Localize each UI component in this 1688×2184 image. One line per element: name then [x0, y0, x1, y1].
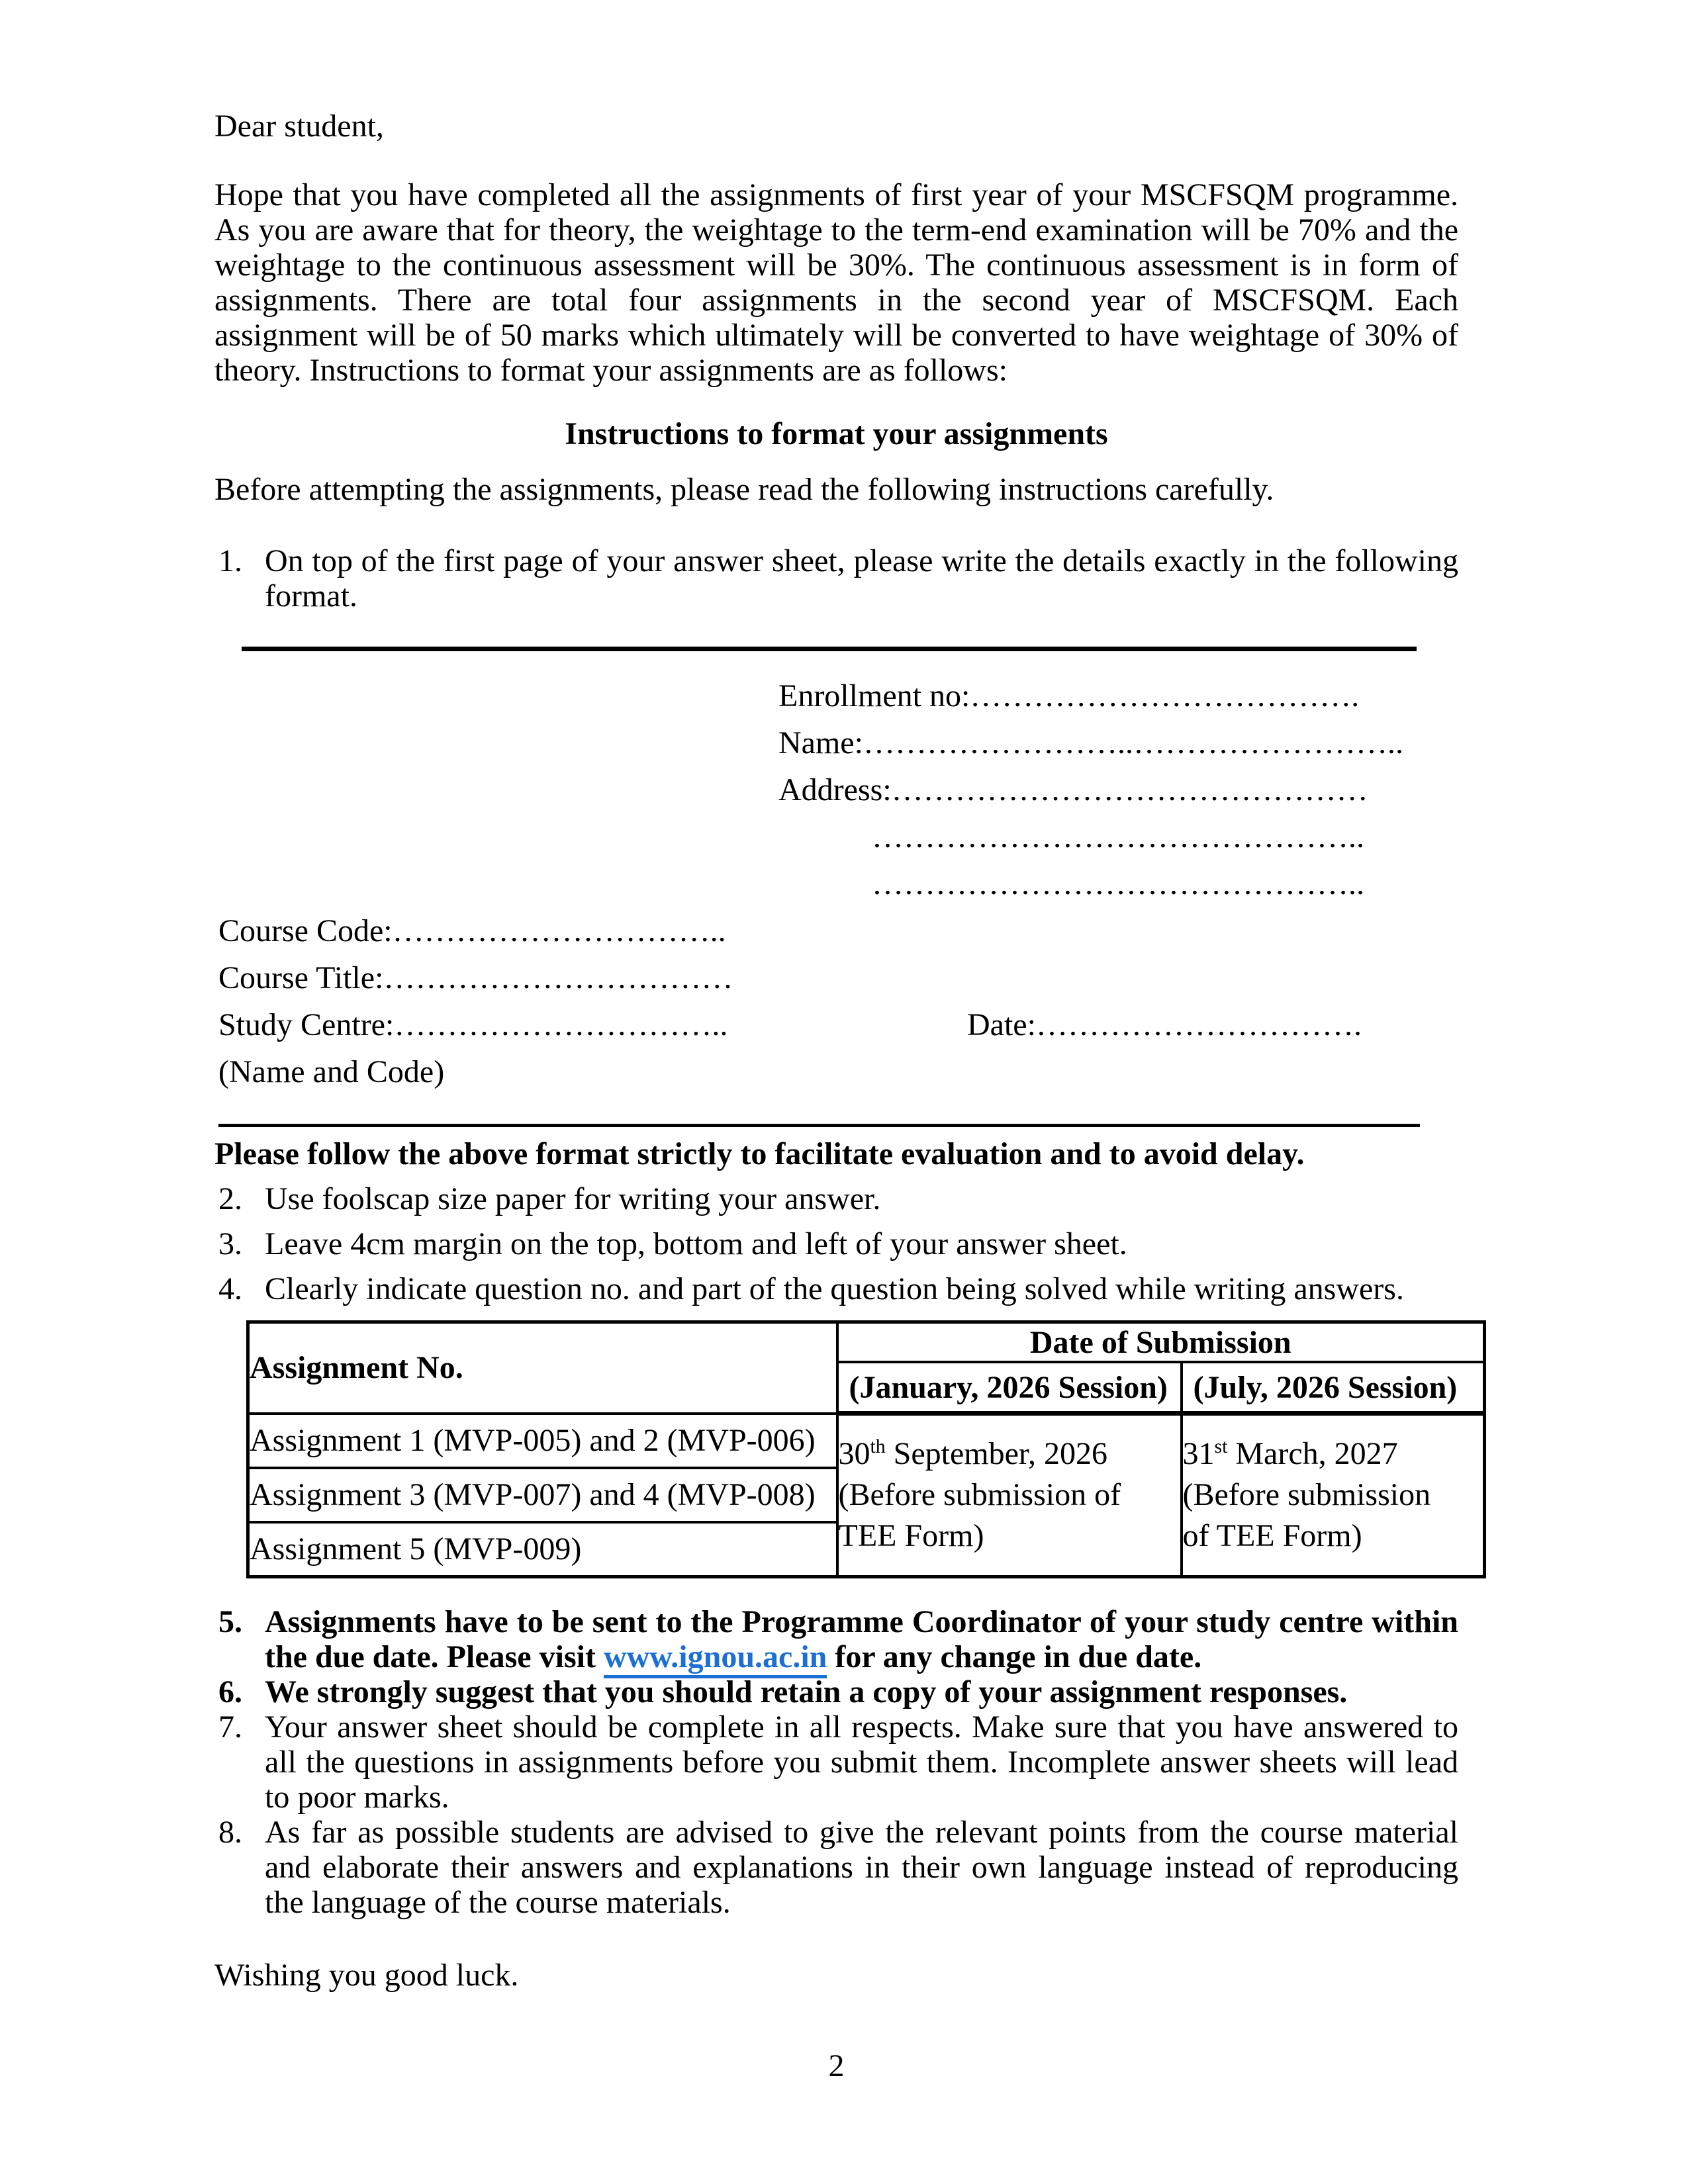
list-number-6: 6. — [218, 1674, 242, 1709]
address-line-2: ……………………………………….. — [872, 819, 1364, 854]
list-item-8 — [214, 1815, 1458, 1920]
january-due-note-1: (Before submission of — [838, 1477, 1121, 1513]
page-number: 2 — [828, 2048, 845, 2083]
study-centre-label: Study Centre:………………………….. — [218, 1007, 728, 1042]
list-item-3-text: Leave 4cm margin on the top, bottom and left of your answer sheet. — [265, 1226, 1127, 1261]
enrollment-line: Enrollment no:………………………………. — [778, 678, 1360, 713]
table-header-january-session: (January, 2026 Session) — [837, 1362, 1182, 1414]
list-number-2: 2. — [218, 1181, 242, 1216]
list-item-8-text: As far as possible students are advised to give the relevant points from the course material and elaborate their answers and explanations in their own language instead of reproducing the language of the course materials. — [265, 1814, 1458, 1920]
list-item-6-text: We strongly suggest that you should retain a copy of your assignment responses. — [265, 1674, 1348, 1709]
list-item-4-text: Clearly indicate question no. and part of the question being solved while writing answers. — [265, 1271, 1404, 1306]
study-centre-line — [218, 1001, 1458, 1048]
table-row — [248, 1414, 1485, 1468]
table-header-date-of-submission: Date of Submission — [837, 1322, 1485, 1363]
assignment-row-3: Assignment 5 (MVP-009) — [248, 1522, 837, 1577]
closing-line: Wishing you good luck. — [214, 1957, 519, 1993]
pre-list-note: Before attempting the assignments, please read the following instructions carefully. — [214, 472, 1274, 507]
list-item-7 — [214, 1709, 1458, 1815]
divider-line-top — [242, 647, 1417, 651]
january-due-date-cell — [837, 1414, 1182, 1577]
format-form — [214, 672, 1458, 1095]
list-item-1 — [214, 543, 1458, 614]
table-header-july-session: (July, 2026 Session) — [1182, 1362, 1485, 1414]
intro-paragraph: Hope that you have completed all the assignments of first year of your MSCFSQM programme. As you are aware that for theory, the weightage to the term-end examination will be 70% and the weightage to the continuous assessment will be 30%. The continuous assessment is in form of assignments. There are total four assignments in the second year of MSCFSQM. Each assignment will be of 50 marks which ultimately will be converted to have weightage of 30% of theory. Instructions to format your assignments are as follows: — [214, 177, 1458, 388]
list-item-2-text: Use foolscap size paper for writing your answer. — [265, 1181, 881, 1216]
list-number-8: 8. — [218, 1814, 242, 1850]
list-number-5: 5. — [218, 1604, 242, 1639]
list-item-7-text: Your answer sheet should be complete in all respects. Make sure that you have answered to all the questions in assignments before you submit them. Incomplete answer sheets will lead to poor marks. — [265, 1709, 1458, 1815]
list-item-5-text — [265, 1604, 1458, 1674]
emphasis-note: Please follow the above format strictly to facilitate evaluation and to avoid delay. — [214, 1136, 1305, 1171]
item5-before-link: Assignments have to be sent to the Programme Coordinator of your study centre within the due date. Please visit — [265, 1604, 1458, 1674]
table-header-row-1 — [248, 1322, 1485, 1363]
list-number-1: 1. — [218, 543, 242, 578]
name-line: Name:……………………..…………………….. — [778, 725, 1403, 760]
address-line-3: ……………………………………….. — [872, 866, 1364, 901]
list-number-7: 7. — [218, 1709, 242, 1745]
course-title-line: Course Title:…………………………… — [218, 960, 733, 995]
name-and-code-line: (Name and Code) — [218, 1054, 445, 1089]
january-due-date: 30th September, 2026 — [838, 1435, 1107, 1472]
july-due-note-1: (Before submission — [1182, 1477, 1431, 1513]
divider-line-bottom — [218, 1124, 1420, 1127]
list-item-1-text: On top of the first page of your answer sheet, please write the details exactly in the following format. — [265, 543, 1458, 614]
assignment-row-2: Assignment 3 (MVP-007) and 4 (MVP-008) — [248, 1468, 837, 1522]
july-due-date-cell — [1182, 1414, 1485, 1577]
list-item-2 — [214, 1181, 1458, 1216]
ignou-website-link[interactable]: www.ignou.ac.in — [604, 1639, 827, 1678]
july-due-date: 31st March, 2027 — [1182, 1435, 1398, 1472]
list-number-3: 3. — [218, 1226, 242, 1261]
course-code-line: Course Code:………………………….. — [218, 913, 726, 948]
list-number-4: 4. — [218, 1271, 242, 1306]
section-heading: Instructions to format your assignments — [565, 416, 1108, 451]
january-due-note-2: TEE Form) — [838, 1518, 984, 1554]
list-item-6 — [214, 1674, 1458, 1709]
submission-table — [246, 1320, 1486, 1578]
assignment-row-1: Assignment 1 (MVP-005) and 2 (MVP-006) — [248, 1414, 837, 1468]
address-line: Address:……………………………………… — [778, 772, 1368, 807]
item5-after-link: for any change in due date. — [827, 1639, 1202, 1674]
date-label: Date:…………………………. — [967, 1007, 1362, 1042]
salutation: Dear student, — [214, 109, 384, 144]
list-item-4 — [214, 1271, 1458, 1306]
july-due-note-2: of TEE Form) — [1182, 1518, 1362, 1554]
list-item-5 — [214, 1604, 1458, 1674]
table-header-assignment-no: Assignment No. — [248, 1322, 837, 1414]
list-item-3 — [214, 1226, 1458, 1261]
